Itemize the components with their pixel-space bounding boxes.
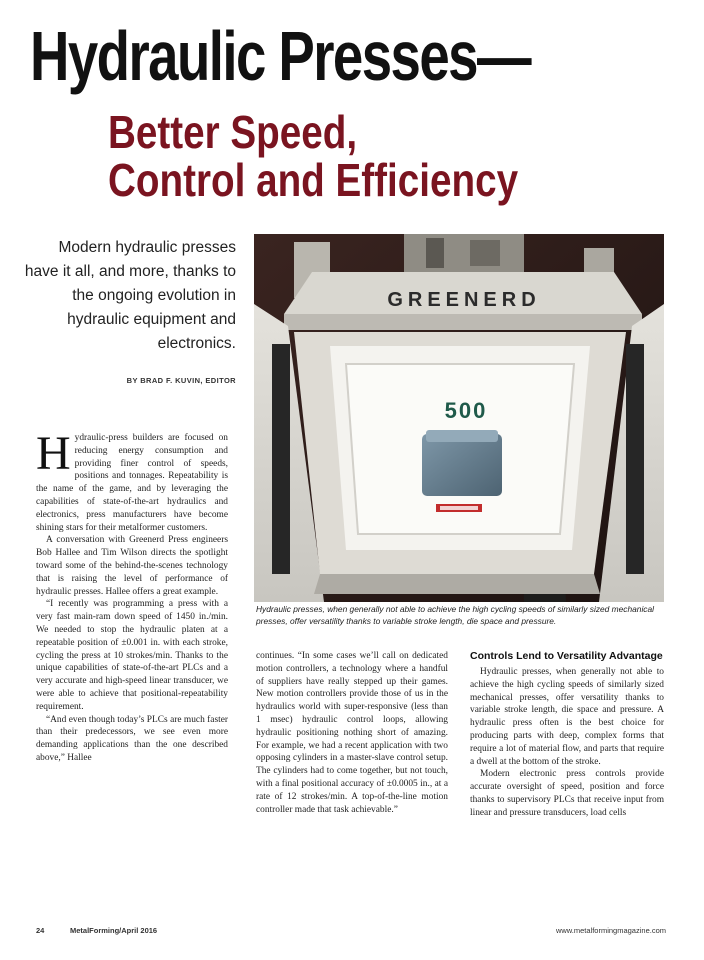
- publication-name: MetalForming/April 2016: [70, 926, 158, 935]
- article-deck: Modern hydraulic presses have it all, and more, thanks to the ongoing evolution in hydraulic equipment and electronics.: [24, 239, 236, 352]
- article-subtitle: [108, 108, 518, 204]
- article-subtitle-line-2: Control and Efficiency: [108, 154, 519, 206]
- press-brand-label: GREENERD: [387, 289, 541, 311]
- paragraph: continues. “In some cases we’ll call on dedicated motion controllers, a technology where a handful of suppliers have really stepped up their games. New motion controllers provide those of us in the hydraulics world with super-responsive (less than 1 msec) hydraulic control loops, allowing hydraulic positioning nothing short of amazing. For example, we had a recent application with two opposing cylinders in a master-slave control setup. The cylinders had to come together, but not touch, with a final positional accuracy of ±0.0005 in., at a rate of 12 strokes/min. A top-of-the-line motion controller made that task achievable.”: [256, 651, 448, 815]
- press-illustration: [254, 234, 664, 602]
- paragraph: Hydraulic presses, when generally not able to achieve the high cycling speeds of similarly sized mechanical presses, offer versatility thanks to variable stroke length, die space and pressure. A hydraulic press often is the best choice for producing parts with deep, complex forms that require a lot of material flow, and parts that require a dwell at the bottom of the stroke.: [470, 667, 664, 767]
- article-subtitle-line-1: Better Speed,: [108, 106, 358, 158]
- text-column-1: [36, 432, 228, 902]
- drop-cap: H: [36, 432, 71, 480]
- paragraph: Hydraulic-press builders are focused on reducing energy consumption and providing finer control of speeds, positions and tonnages. Repeatability is the name of the game, and by leveraging the capabilities of state-of-the-art hydraulics and electronics, press manufacturers have become shining stars for their metalformer customers.: [36, 432, 228, 533]
- press-tonnage-label: 500: [444, 398, 488, 423]
- page-number: 24: [36, 926, 45, 935]
- article-byline: BY BRAD F. KUVIN, EDITOR: [126, 376, 236, 385]
- photo-caption: Hydraulic presses, when generally not able to achieve the high cycling speeds of similarly sized mechanical presses, offer versatility thanks to variable stroke length, die space and pressure.: [256, 604, 655, 626]
- article-title: Hydraulic Presses—: [30, 17, 531, 95]
- paragraph: “And even though today’s PLCs are much faster than their predecessors, we see even more demanding applications than the one described above,” Hallee: [36, 714, 228, 763]
- paragraph: Modern electronic press controls provide accurate oversight of speed, position and force thanks to supervisory PLCs that receive input from linear and pressure transducers, load cells: [470, 769, 664, 818]
- publication-url: www.metalformingmagazine.com: [555, 926, 666, 935]
- page-footer: [36, 926, 666, 938]
- text-column-3: [470, 650, 664, 900]
- paragraph: A conversation with Greenerd Press engineers Bob Hallee and Tim Wilson directs the spotlight toward some of the behind-the-scenes technology that is raising the level of performance of hydraulic presses. Hallee offers a great example.: [36, 535, 228, 597]
- section-subhead: Controls Lend to Versatility Advantage: [470, 650, 663, 662]
- hydraulic-press-photo: [254, 234, 664, 602]
- paragraph: “I recently was programming a press with a very fast main-ram down speed of 1450 in./min. We needed to stop the hydraulic platen at a repeatable position of ±0.001 in. with each stroke, cycling the press at 10 strokes/min. Thanks to the unique capabilities of state-of-the-art PLCs and a very accurate and high-speed linear transducer, we were able to achieve that positional-repeatability requirement.: [36, 599, 228, 712]
- text-column-2: [256, 650, 448, 900]
